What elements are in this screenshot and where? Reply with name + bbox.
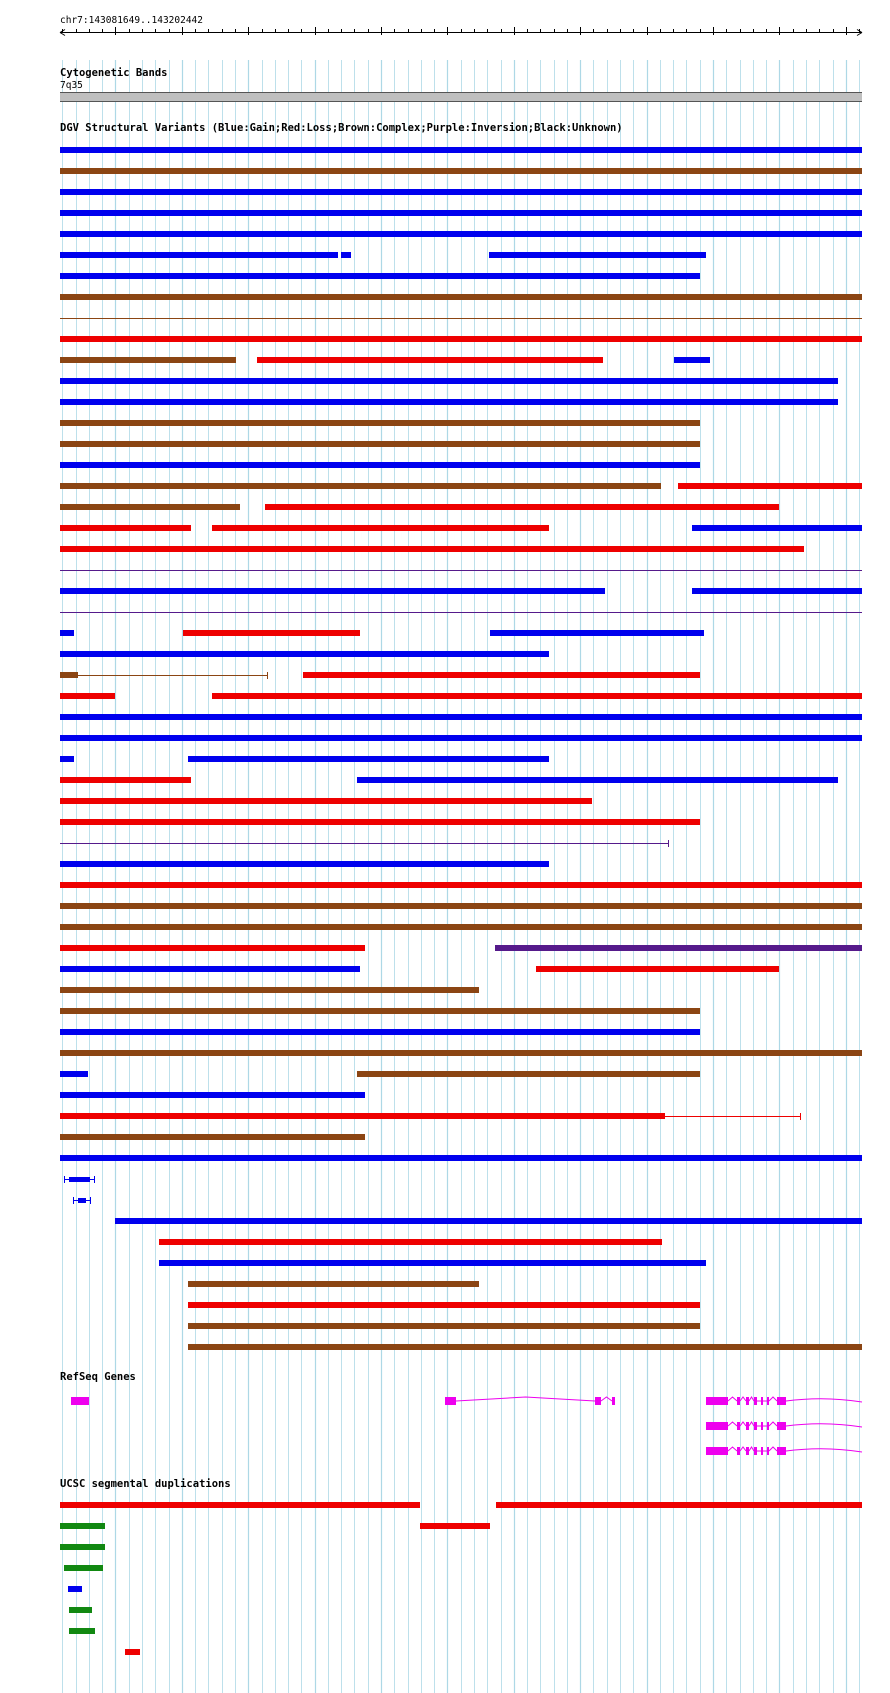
variant-bar[interactable] <box>536 966 779 972</box>
exon-block <box>737 1422 740 1430</box>
exon-block <box>706 1422 728 1430</box>
segdup-track-title: UCSC segmental duplications <box>60 1478 231 1490</box>
variant-bar[interactable] <box>159 1260 706 1266</box>
variant-bar[interactable] <box>60 987 479 993</box>
variant-bar[interactable] <box>94 1176 95 1183</box>
exon-block <box>612 1397 615 1405</box>
variant-bar[interactable] <box>60 1050 862 1056</box>
variant-bar[interactable] <box>60 1029 700 1035</box>
variant-bar[interactable] <box>60 777 191 783</box>
variant-bar[interactable] <box>490 630 704 636</box>
segdup-bar[interactable] <box>69 1628 95 1634</box>
variant-bar[interactable] <box>159 1239 662 1245</box>
variant-bar[interactable] <box>64 1176 65 1183</box>
exon-block <box>777 1397 786 1405</box>
variant-end-tick[interactable] <box>800 1113 801 1120</box>
exon-block <box>767 1447 769 1455</box>
variant-bar[interactable] <box>357 777 838 783</box>
segdup-bar[interactable] <box>60 1502 420 1508</box>
variant-bar[interactable] <box>60 588 605 594</box>
variant-bar[interactable] <box>60 462 700 468</box>
exon-block <box>761 1422 763 1430</box>
cytoband-label: 7q35 <box>60 80 83 91</box>
variant-bar[interactable] <box>60 1092 365 1098</box>
variant-bar[interactable] <box>692 525 862 531</box>
exon-block <box>737 1397 740 1405</box>
variant-bar[interactable] <box>60 630 74 636</box>
variant-end-tick[interactable] <box>267 672 268 679</box>
variant-bar[interactable] <box>257 357 603 363</box>
segdup-bar[interactable] <box>69 1607 92 1613</box>
variant-bar[interactable] <box>60 357 236 363</box>
exon-block <box>754 1447 757 1455</box>
variant-bar[interactable] <box>212 693 862 699</box>
exon-block <box>754 1422 757 1430</box>
segdup-bar[interactable] <box>64 1565 103 1571</box>
exon-block <box>746 1447 749 1455</box>
coordinate-label: chr7:143081649..143202442 <box>60 15 203 26</box>
exon-block <box>777 1447 786 1455</box>
variant-bar[interactable] <box>60 735 862 741</box>
exon-block <box>767 1422 769 1430</box>
position-ruler[interactable] <box>0 0 890 50</box>
exon-block <box>737 1447 740 1455</box>
exon-block <box>777 1422 786 1430</box>
exon-block <box>445 1397 456 1405</box>
variant-bar[interactable] <box>60 210 862 216</box>
intron-line <box>456 1397 612 1401</box>
segdup-bar[interactable] <box>68 1586 82 1592</box>
variant-end-tick[interactable] <box>668 840 669 847</box>
variant-bar[interactable] <box>303 672 700 678</box>
variant-bar[interactable] <box>188 756 549 762</box>
variant-bar[interactable] <box>60 273 700 279</box>
exon-block <box>706 1397 728 1405</box>
variant-bar[interactable] <box>60 1071 88 1077</box>
variant-bar[interactable] <box>115 1218 862 1224</box>
intron-line <box>728 1447 862 1452</box>
variant-bar[interactable] <box>692 588 862 594</box>
variant-bar[interactable] <box>60 1008 700 1014</box>
variant-bar[interactable] <box>60 525 191 531</box>
variant-bar[interactable] <box>60 672 78 678</box>
variant-thin-extension[interactable] <box>78 675 268 676</box>
variant-bar[interactable] <box>60 966 360 972</box>
variant-bar[interactable] <box>60 399 838 405</box>
variant-bar[interactable] <box>60 1113 665 1119</box>
variant-bar[interactable] <box>357 1071 700 1077</box>
variant-bar[interactable] <box>60 570 862 571</box>
variant-bar[interactable] <box>60 252 338 258</box>
variant-bar[interactable] <box>60 441 700 447</box>
intron-line <box>728 1397 862 1402</box>
variant-bar[interactable] <box>60 420 700 426</box>
variant-bar[interactable] <box>60 651 549 657</box>
intron-line <box>728 1422 862 1427</box>
variant-bar[interactable] <box>212 525 549 531</box>
cytoband-track-title: Cytogenetic Bands <box>60 67 168 79</box>
variant-bar[interactable] <box>183 630 360 636</box>
variant-bar[interactable] <box>60 318 862 319</box>
exon-block <box>767 1397 769 1405</box>
exon-block <box>595 1397 601 1405</box>
variant-bar[interactable] <box>60 945 365 951</box>
variant-bar[interactable] <box>60 756 74 762</box>
exon-block <box>746 1422 749 1430</box>
variant-bar[interactable] <box>60 882 862 888</box>
variant-bar[interactable] <box>188 1302 700 1308</box>
variant-bar[interactable] <box>188 1323 700 1329</box>
variant-bar[interactable] <box>60 231 862 237</box>
variant-bar[interactable] <box>265 504 779 510</box>
variant-bar[interactable] <box>60 168 862 174</box>
variant-bar[interactable] <box>60 378 838 384</box>
variant-bar[interactable] <box>188 1344 862 1350</box>
variant-bar[interactable] <box>60 147 862 153</box>
dgv-track-title: DGV Structural Variants (Blue:Gain;Red:Loss;Brown:Complex;Purple:Inversion;Black:Unknown) <box>60 122 623 134</box>
variant-bar[interactable] <box>78 1198 86 1203</box>
variant-bar[interactable] <box>678 483 862 489</box>
exon-block <box>706 1447 728 1455</box>
variant-bar[interactable] <box>90 1197 91 1204</box>
variant-bar[interactable] <box>341 252 351 258</box>
variant-bar[interactable] <box>60 798 592 804</box>
variant-bar[interactable] <box>60 504 240 510</box>
refseq-track-title: RefSeq Genes <box>60 1371 136 1383</box>
variant-bar[interactable] <box>73 1197 74 1204</box>
exon-block <box>761 1397 763 1405</box>
segdup-bar[interactable] <box>60 1523 105 1529</box>
variant-bar[interactable] <box>60 189 862 195</box>
segdup-bar[interactable] <box>60 1544 105 1550</box>
exon-block <box>746 1397 749 1405</box>
exon-block <box>761 1447 763 1455</box>
segdup-bar[interactable] <box>496 1502 862 1508</box>
cytoband-bar[interactable] <box>60 92 862 102</box>
variant-bar[interactable] <box>60 693 115 699</box>
variant-bar[interactable] <box>495 945 862 951</box>
exon-block <box>754 1397 757 1405</box>
segdup-bar[interactable] <box>125 1649 140 1655</box>
variant-bar[interactable] <box>69 1177 90 1182</box>
variant-bar[interactable] <box>60 1134 365 1140</box>
variant-bar[interactable] <box>60 1155 862 1161</box>
variant-bar[interactable] <box>60 903 862 909</box>
variant-bar[interactable] <box>60 843 669 844</box>
variant-bar[interactable] <box>674 357 710 363</box>
exon-block <box>71 1397 89 1405</box>
variant-bar[interactable] <box>60 336 862 342</box>
variant-bar[interactable] <box>489 252 706 258</box>
variant-thin-extension[interactable] <box>665 1116 801 1117</box>
variant-bar[interactable] <box>60 861 549 867</box>
variant-bar[interactable] <box>60 294 862 300</box>
variant-bar[interactable] <box>60 612 862 613</box>
variant-bar[interactable] <box>188 1281 479 1287</box>
variant-bar[interactable] <box>60 924 862 930</box>
segdup-bar[interactable] <box>420 1523 490 1529</box>
variant-bar[interactable] <box>60 714 862 720</box>
variant-bar[interactable] <box>60 546 804 552</box>
variant-bar[interactable] <box>60 483 661 489</box>
variant-bar[interactable] <box>60 819 700 825</box>
